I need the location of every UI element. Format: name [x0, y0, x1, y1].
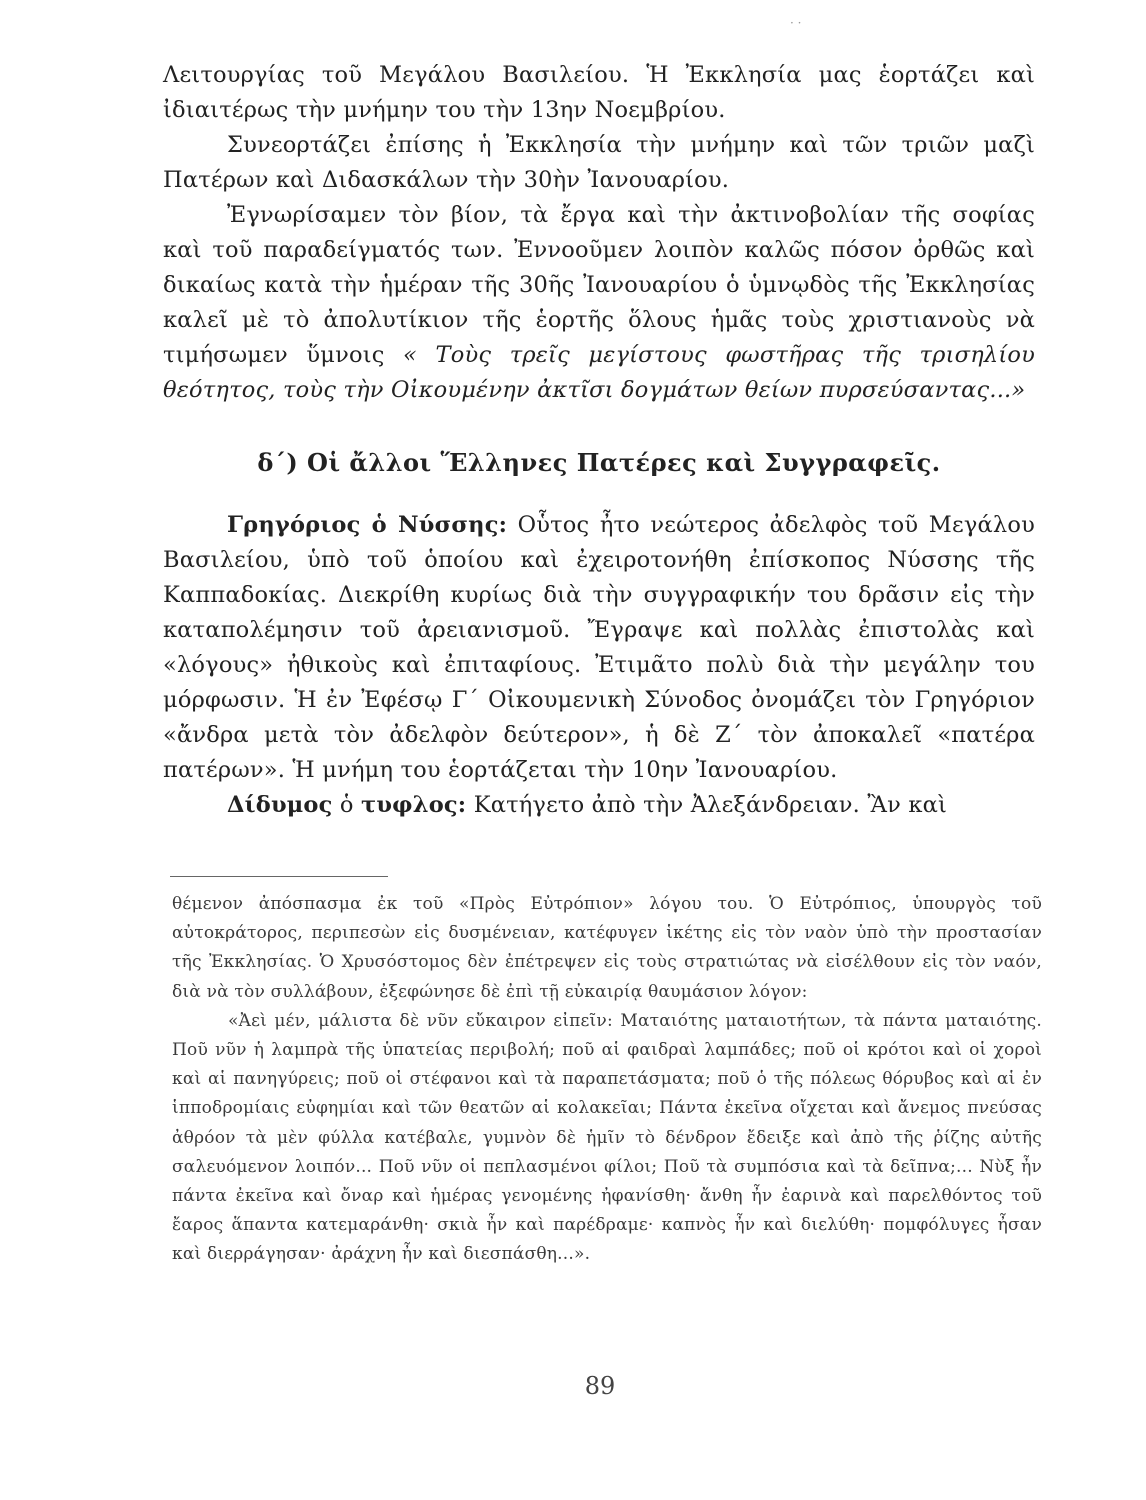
paragraph-didymus — [163, 788, 1035, 823]
paragraph-gregory-nyssa — [163, 508, 1035, 788]
didymus-text: Κατήγετο ἀπὸ τὴν Ἀλεξάνδρειαν. Ἂν καὶ — [473, 792, 948, 818]
footnote — [172, 890, 1042, 1270]
didymus-article: ὁ — [339, 792, 354, 818]
footnote-quote: «Ἀεὶ μέν, μάλιστα δὲ νῦν εὔκαιρον εἰπεῖν: Ματαιότης ματαιοτήτων, τὰ πάντα ματαιότης. Ποῦ νῦν ἡ λαμπρὰ τῆς ὑπατείας περιβολή; ποῦ αἱ φαιδραὶ λαμπάδες; ποῦ οἱ κρότοι καὶ οἱ χοροὶ καὶ αἱ πανηγύρεις; ποῦ οἱ στέφανοι καὶ τὰ παραπετάσματα; ποῦ ὁ τῆς πόλεως θόρυβος καὶ αἱ ἐν ἱπποδρομίαις εὐφημίαι καὶ τῶν θεατῶν αἱ κολακεῖαι; Πάντα ἐκεῖνα οἴχεται καὶ ἄνεμος πνεύσας ἀθρόον τὰ μὲν φύλλα κατέβαλε, γυμνὸν δὲ ἡμῖν τὸ δένδρον ἔδειξε καὶ ἀπὸ τῆς ῥίζης αὐτῆς σαλευόμενον λοιπόν... Ποῦ νῦν οἱ πεπλασμένοι φίλοι; Ποῦ τὰ συμπόσια καὶ τὰ δεῖπνα;... Νὺξ ἦν πάντα ἐκεῖνα καὶ ὄναρ καὶ ἡμέρας γενομένης ἠφανίσθη· ἄνθη ἦν ἐαρινὰ καὶ παρελθόντος τοῦ ἔαρος ἅπαντα κατεμαράνθη· σκιὰ ἦν καὶ παρέδραμε· καπνὸς ἦν καὶ διελύθη· πομφόλυγες ἦσαν καὶ διερράγησαν· ἀράχνη ἦν καὶ διεσπάσθη...». — [172, 1010, 1042, 1265]
section-heading: δ΄) Οἱ ἄλλοι Ἕλληνες Πατέρες καὶ Συγγραφεῖς. — [257, 448, 941, 477]
footnote-divider — [170, 876, 388, 877]
paragraph-three-hierarchs-feast: Συνεορτάζει ἐπίσης ἡ Ἐκκλησία τὴν μνήμην καὶ τῶν τριῶν μαζὶ Πατέρων καὶ Διδασκάλων τὴν 30ὴν Ἰανουαρίου. — [163, 132, 1035, 193]
apolytikion-quote: « Τοὺς τρεῖς μεγίστους φωστῆρας τῆς τρισηλίου θεότητος, τοὺς τὴν Οἰκουμένην ἀκτῖσι δογμάτων θείων πυρσεύσαντας...» — [163, 342, 1035, 403]
gregory-text: Οὗτος ἦτο νεώτερος ἀδελφὸς τοῦ Μεγάλου Βασιλείου, ὑπὸ τοῦ ὁποίου καὶ ἐχειροτονήθη ἐπίσκοπος Νύσσης τῆς Καππαδοκίας. Διεκρίθη κυρίως διὰ τὴν συγγραφικήν του δρᾶσιν εἰς τὴν καταπολέμησιν τοῦ ἀρειανισμοῦ. Ἔγραψε καὶ πολλὰς ἐπιστολὰς καὶ «λόγους» ἠθικοὺς καὶ ἐπιταφίους. Ἐτιμᾶτο πολὺ διὰ τὴν μεγάλην του μόρφωσιν. Ἡ ἐν Ἐφέσῳ Γ΄ Οἰκουμενικὴ Σύνοδος ὀνομάζει τὸν Γρηγόριον «ἄνδρα μετὰ τὸν ἀδελφὸν δεύτερον», ἡ δὲ Ζ΄ τὸν ἀποκαλεῖ «πατέρα πατέρων». Ἡ μνήμη του ἑορτάζεται τὴν 10ην Ἰανουαρίου. — [163, 512, 1036, 783]
footnote-context: θέμενον ἀπόσπασμα ἐκ τοῦ «Πρὸς Εὐτρόπιον» λόγου του. Ὁ Εὐτρόπιος, ὑπουργὸς τοῦ αὐτοκράτορος, περιπεσὼν εἰς δυσμένειαν, κατέφυγεν ἱκέτης εἰς τὸν ναὸν ὑπὸ τὴν προστασίαν τῆς Ἐκκλησίας. Ὁ Χρυσόστομος δὲν ἐπέτρεψεν εἰς τοὺς στρατιώτας νὰ εἰσέλθουν εἰς τὸν ναόν, διὰ νὰ τὸν συλλάβουν, ἐξεφώνησε δὲ ἐπὶ τῇ εὐκαιρίᾳ θαυμάσιον λόγον: — [172, 894, 1042, 1002]
gregory-name: Γρηγόριος ὁ Νύσσης: — [227, 512, 508, 538]
paragraph-apolytikion — [163, 198, 1035, 408]
main-text-top — [163, 58, 1035, 408]
main-text-bottom — [163, 508, 1035, 823]
paragraph-basil-liturgy: Λειτουργίας τοῦ Μεγάλου Βασιλείου. Ἡ Ἐκκλησία μας ἑορτάζει καὶ ἰδιαιτέρως τὴν μνήμην του τὴν 13ην Νοεμβρίου. — [163, 62, 1035, 123]
scan-mark: · · — [790, 16, 802, 30]
didymus-epithet: τυφλος: — [361, 792, 467, 818]
apolytikion-intro: Ἐγνωρίσαμεν τὸν βίον, τὰ ἔργα καὶ τὴν ἀκτινοβολίαν τῆς σοφίας καὶ τοῦ παραδείγματός των. Ἐννοοῦμεν λοιπὸν καλῶς πόσον ὀρθῶς καὶ δικαίως κατὰ τὴν ἡμέραν τῆς 30ῆς Ἰανουαρίου ὁ ὑμνῳδὸς τῆς Ἐκκλησίας καλεῖ μὲ τὸ ἀπολυτίκιον τῆς ἑορτῆς ὅλους ἡμᾶς τοὺς χριστιανοὺς νὰ τιμήσωμεν ὕμνοις — [163, 202, 1035, 368]
page-number: 89 — [584, 1372, 616, 1400]
didymus-name: Δίδυμος — [227, 792, 333, 818]
